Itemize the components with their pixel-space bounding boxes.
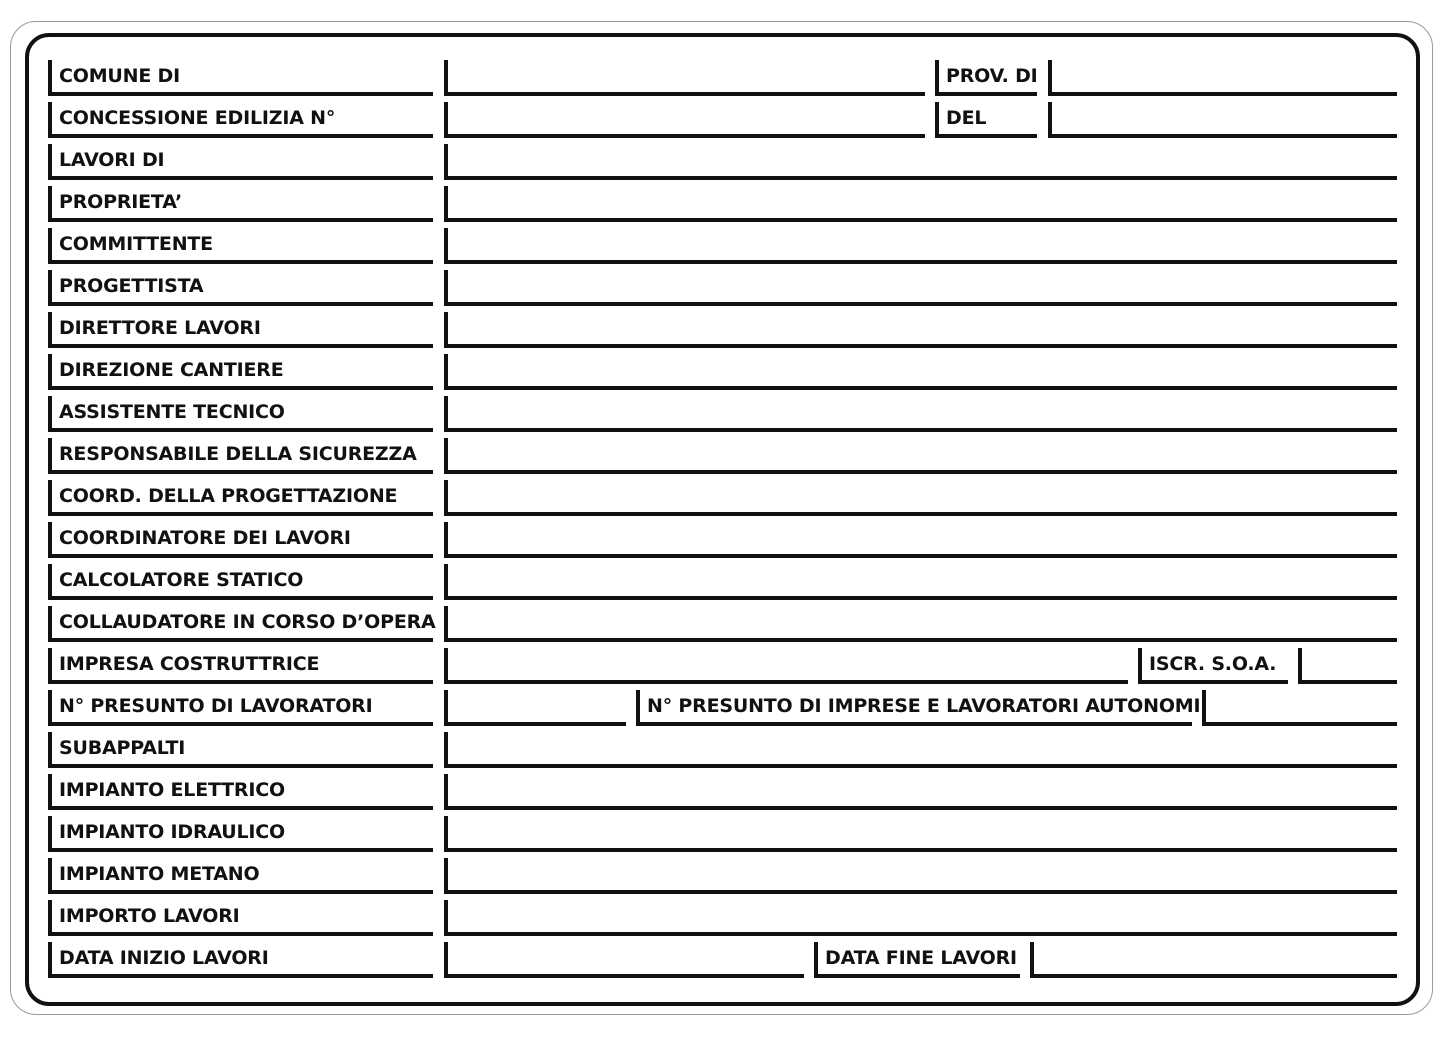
field-direttore-lavori[interactable] (444, 312, 1397, 348)
label-cell-comune (48, 60, 433, 96)
row-comune (0, 60, 1445, 102)
field-collaudatore[interactable] (444, 606, 1397, 642)
field-coord-progettazione[interactable] (444, 480, 1397, 516)
row-impianto-elettrico (0, 774, 1445, 816)
row-direttore-lavori (0, 312, 1445, 354)
label-presunto-imprese: N° PRESUNTO DI IMPRESE E LAVORATORI AUTONOMI (647, 695, 1201, 717)
label-cell-assistente-tecnico (48, 396, 433, 432)
label-cell-progettista (48, 270, 433, 306)
label-data-fine: DATA FINE LAVORI (825, 947, 1017, 969)
field-impresa-costruttrice[interactable] (444, 648, 1128, 684)
field-importo-lavori[interactable] (444, 900, 1397, 936)
field-responsabile-sicurezza[interactable] (444, 438, 1397, 474)
label-cell-impresa-costruttrice (48, 648, 433, 684)
row-presunto (0, 690, 1445, 732)
label-prov-di: PROV. DI (946, 65, 1038, 87)
label-cell-direttore-lavori (48, 312, 433, 348)
label-responsabile-sicurezza: RESPONSABILE DELLA SICUREZZA (59, 443, 417, 465)
field-impianto-metano[interactable] (444, 858, 1397, 894)
row-importo-lavori (0, 900, 1445, 942)
label-coord-progettazione: COORD. DELLA PROGETTAZIONE (59, 485, 398, 507)
label-cell-data-inizio (48, 942, 433, 978)
label-importo-lavori: IMPORTO LAVORI (59, 905, 240, 927)
row-progettista (0, 270, 1445, 312)
field-lavori-di[interactable] (444, 144, 1397, 180)
label-del: DEL (946, 107, 987, 129)
row-assistente-tecnico (0, 396, 1445, 438)
label-cell-impianto-metano (48, 858, 433, 894)
field-data-fine[interactable] (1030, 942, 1397, 978)
field-committente[interactable] (444, 228, 1397, 264)
label-cell-subappalti (48, 732, 433, 768)
label-cell-iscr-soa (1138, 648, 1288, 684)
label-impianto-metano: IMPIANTO METANO (59, 863, 260, 885)
field-calcolatore-statico[interactable] (444, 564, 1397, 600)
label-iscr-soa: ISCR. S.O.A. (1149, 653, 1277, 675)
label-cell-presunto-lavoratori (48, 690, 433, 726)
label-cell-prov (935, 60, 1037, 96)
label-subappalti: SUBAPPALTI (59, 737, 186, 759)
label-assistente-tecnico: ASSISTENTE TECNICO (59, 401, 285, 423)
row-coord-progettazione (0, 480, 1445, 522)
field-presunto-imprese[interactable] (1202, 690, 1397, 726)
row-collaudatore (0, 606, 1445, 648)
field-coordinatore-lavori[interactable] (444, 522, 1397, 558)
field-iscr-soa[interactable] (1298, 648, 1397, 684)
label-concessione: CONCESSIONE EDILIZIA N° (59, 107, 336, 129)
label-direttore-lavori: DIRETTORE LAVORI (59, 317, 261, 339)
label-cell-importo-lavori (48, 900, 433, 936)
label-cell-collaudatore (48, 606, 436, 642)
label-impianto-elettrico: IMPIANTO ELETTRICO (59, 779, 285, 801)
field-presunto-lavoratori[interactable] (444, 690, 626, 726)
label-cell-coord-progettazione (48, 480, 433, 516)
field-impianto-idraulico[interactable] (444, 816, 1397, 852)
row-coordinatore-lavori (0, 522, 1445, 564)
label-cell-data-fine (814, 942, 1020, 978)
field-impianto-elettrico[interactable] (444, 774, 1397, 810)
label-cell-proprieta (48, 186, 433, 222)
label-cell-committente (48, 228, 433, 264)
label-cell-impianto-elettrico (48, 774, 433, 810)
label-cell-coordinatore-lavori (48, 522, 433, 558)
label-cell-lavori-di (48, 144, 433, 180)
row-committente (0, 228, 1445, 270)
row-impianto-metano (0, 858, 1445, 900)
row-proprieta (0, 186, 1445, 228)
label-impresa-costruttrice: IMPRESA COSTRUTTRICE (59, 653, 320, 675)
field-data-inizio[interactable] (444, 942, 804, 978)
field-prov[interactable] (1048, 60, 1397, 96)
row-responsabile-sicurezza (0, 438, 1445, 480)
label-cell-concessione (48, 102, 433, 138)
field-proprieta[interactable] (444, 186, 1397, 222)
label-calcolatore-statico: CALCOLATORE STATICO (59, 569, 304, 591)
field-progettista[interactable] (444, 270, 1397, 306)
label-impianto-idraulico: IMPIANTO IDRAULICO (59, 821, 285, 843)
row-subappalti (0, 732, 1445, 774)
label-committente: COMMITTENTE (59, 233, 213, 255)
label-direzione-cantiere: DIREZIONE CANTIERE (59, 359, 284, 381)
label-lavori-di: LAVORI DI (59, 149, 165, 171)
label-proprieta: PROPRIETA’ (59, 191, 182, 213)
label-comune-di: COMUNE DI (59, 65, 180, 87)
label-cell-presunto-imprese (636, 690, 1201, 726)
label-data-inizio: DATA INIZIO LAVORI (59, 947, 269, 969)
label-coordinatore-lavori: COORDINATORE DEI LAVORI (59, 527, 351, 549)
field-concessione[interactable] (444, 102, 925, 138)
row-lavori-di (0, 144, 1445, 186)
label-cell-impianto-idraulico (48, 816, 433, 852)
field-assistente-tecnico[interactable] (444, 396, 1397, 432)
row-calcolatore-statico (0, 564, 1445, 606)
row-impresa-costruttrice (0, 648, 1445, 690)
row-concessione (0, 102, 1445, 144)
label-cell-del (935, 102, 1037, 138)
field-subappalti[interactable] (444, 732, 1397, 768)
label-progettista: PROGETTISTA (59, 275, 204, 297)
field-comune[interactable] (444, 60, 925, 96)
label-cell-calcolatore-statico (48, 564, 433, 600)
label-cell-responsabile-sicurezza (48, 438, 433, 474)
field-del[interactable] (1048, 102, 1397, 138)
label-presunto-lavoratori: N° PRESUNTO DI LAVORATORI (59, 695, 373, 717)
label-collaudatore: COLLAUDATORE IN CORSO D’OPERA (59, 611, 436, 633)
label-cell-direzione-cantiere (48, 354, 433, 390)
row-direzione-cantiere (0, 354, 1445, 396)
row-impianto-idraulico (0, 816, 1445, 858)
field-direzione-cantiere[interactable] (444, 354, 1397, 390)
row-date (0, 942, 1445, 984)
